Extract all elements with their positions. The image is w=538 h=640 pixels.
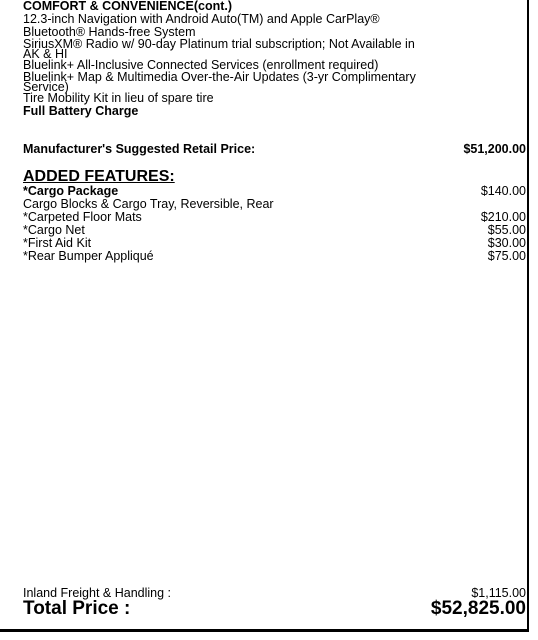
freight-value: $1,115.00 [471,586,526,600]
feature-line: 12.3-inch Navigation with Android Auto(TM) and Apple CarPlay® [23,12,380,26]
feature-line: SiriusXM® Radio w/ 90-day Platinum trial subscription; Not Available in [23,37,415,51]
battery-line: Full Battery Charge [23,104,139,118]
option-name: *First Aid Kit [23,236,92,250]
total-row [23,598,526,620]
option-price: $55.00 [487,223,526,237]
added-features-heading: ADDED FEATURES: [23,168,175,185]
comfort-heading: COMFORT & CONVENIENCE(cont.) [23,0,233,13]
option-price: $30.00 [487,236,526,250]
freight-label: Inland Freight & Handling : [23,586,172,600]
feature-line: AK & HI [23,47,68,61]
added-features-section [23,169,526,263]
sticker-content [23,0,526,619]
option-price: $75.00 [487,249,526,263]
feature-line: Bluelink+ All-Inclusive Connected Services (enrollment required) [23,58,379,72]
msrp-row [23,142,526,156]
option-row [23,224,526,237]
feature-line: Bluelink+ Map & Multimedia Over-the-Air Updates (3-yr Complimentary [23,70,416,84]
total-value: $52,825.00 [430,598,526,619]
option-name: *Carpeted Floor Mats [23,210,142,224]
feature-line: Service) [23,80,69,94]
total-label: Total Price : [23,598,131,619]
msrp-value: $51,200.00 [463,142,526,156]
option-row [23,250,526,263]
option-name: *Rear Bumper Appliqué [23,249,154,263]
package-name: *Cargo Package [23,184,119,198]
feature-line: Tire Mobility Kit in lieu of spare tire [23,91,214,105]
option-name: *Cargo Net [23,223,85,237]
msrp-label: Manufacturer's Suggested Retail Price: [23,142,256,156]
feature-line: Bluetooth® Hands-free System [23,25,196,39]
package-price: $140.00 [480,184,526,198]
option-row [23,211,526,224]
option-price: $210.00 [480,210,526,224]
package-description: Cargo Blocks & Cargo Tray, Reversible, Rear [23,197,274,211]
